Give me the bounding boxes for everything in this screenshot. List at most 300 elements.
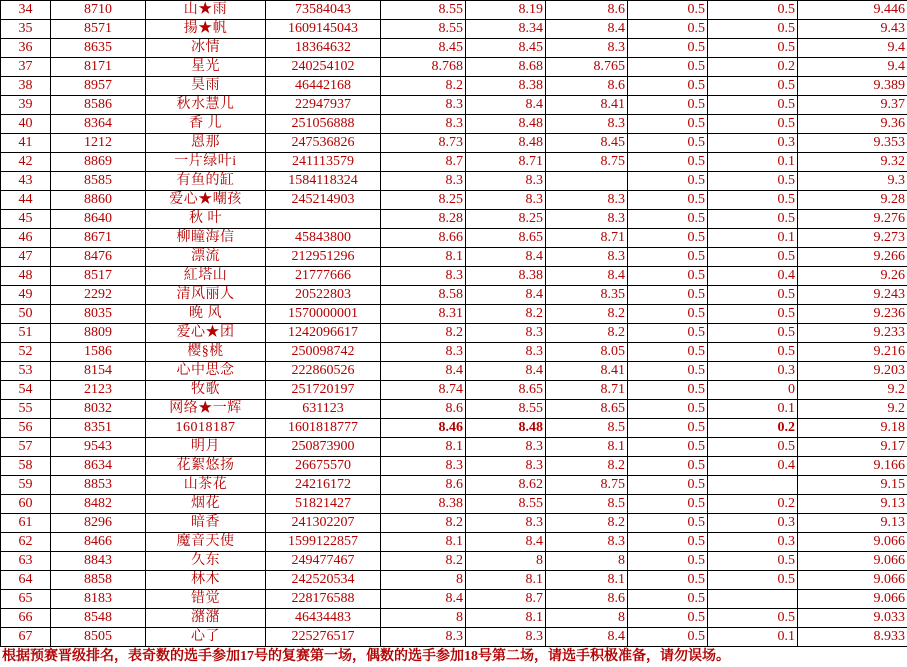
cell-rank: 59 [1, 476, 51, 495]
cell-rank: 42 [1, 153, 51, 172]
cell-score-1: 8.6 [381, 400, 466, 419]
cell-score-1: 8.3 [381, 115, 466, 134]
cell-total: 9.266 [798, 248, 907, 267]
cell-bonus-1: 0.5 [628, 39, 708, 58]
cell-total: 9.32 [798, 153, 907, 172]
cell-phone: 46442168 [266, 77, 381, 96]
cell-score-2: 8.3 [466, 628, 546, 647]
cell-score-3: 8 [546, 609, 628, 628]
cell-total: 9.3 [798, 172, 907, 191]
cell-id: 8635 [51, 39, 146, 58]
table-row [1, 191, 907, 210]
cell-name: 爱心★团 [146, 324, 266, 343]
cell-score-1: 8.28 [381, 210, 466, 229]
footer-note: 根据预赛晋级排名，表奇数的选手参加17号的复赛第一场，偶数的选手参加18号第二场，请选手积极准备，请勿误场。 [2, 649, 730, 664]
cell-score-2: 8.62 [466, 476, 546, 495]
cell-score-2: 8.25 [466, 210, 546, 229]
cell-name: 心中思念 [146, 362, 266, 381]
cell-total: 8.933 [798, 628, 907, 647]
cell-rank: 52 [1, 343, 51, 362]
cell-bonus-1: 0.5 [628, 1, 708, 20]
cell-score-3: 8.41 [546, 362, 628, 381]
cell-score-3: 8.41 [546, 96, 628, 115]
cell-bonus-1: 0.5 [628, 609, 708, 628]
cell-score-1: 8.3 [381, 457, 466, 476]
cell-score-3: 8.4 [546, 267, 628, 286]
cell-score-1: 8 [381, 571, 466, 590]
cell-name: 揚★帆 [146, 20, 266, 39]
table-row [1, 343, 907, 362]
cell-phone: 228176588 [266, 590, 381, 609]
cell-rank: 57 [1, 438, 51, 457]
cell-name: 16018187 [146, 419, 266, 438]
cell-bonus-2: 0.5 [708, 77, 798, 96]
cell-bonus-1: 0.5 [628, 191, 708, 210]
cell-rank: 54 [1, 381, 51, 400]
cell-score-3: 8.6 [546, 77, 628, 96]
cell-score-2: 8.7 [466, 590, 546, 609]
cell-score-2: 8.2 [466, 305, 546, 324]
cell-score-2: 8.3 [466, 457, 546, 476]
cell-score-2: 8.48 [466, 134, 546, 153]
cell-score-3: 8.5 [546, 419, 628, 438]
cell-phone: 18364632 [266, 39, 381, 58]
cell-bonus-1: 0.5 [628, 324, 708, 343]
cell-phone: 1609145043 [266, 20, 381, 39]
cell-total: 9.066 [798, 571, 907, 590]
cell-phone: 240254102 [266, 58, 381, 77]
cell-score-3: 8.5 [546, 495, 628, 514]
cell-score-1: 8.3 [381, 96, 466, 115]
cell-phone [266, 210, 381, 229]
cell-bonus-1: 0.5 [628, 571, 708, 590]
cell-score-2: 8.19 [466, 1, 546, 20]
cell-bonus-1: 0.5 [628, 400, 708, 419]
cell-bonus-2: 0.2 [708, 419, 798, 438]
cell-score-3: 8.765 [546, 58, 628, 77]
cell-total: 9.446 [798, 1, 907, 20]
cell-bonus-2: 0.5 [708, 96, 798, 115]
table-row [1, 419, 907, 438]
cell-bonus-2: 0.5 [708, 286, 798, 305]
cell-score-3: 8.45 [546, 134, 628, 153]
cell-score-2: 8.4 [466, 286, 546, 305]
cell-rank: 35 [1, 20, 51, 39]
cell-id: 8860 [51, 191, 146, 210]
cell-bonus-2: 0.5 [708, 343, 798, 362]
cell-bonus-1: 0.5 [628, 343, 708, 362]
cell-score-2: 8.48 [466, 419, 546, 438]
cell-bonus-1: 0.5 [628, 381, 708, 400]
cell-bonus-2: 0.5 [708, 248, 798, 267]
cell-score-1: 8.1 [381, 438, 466, 457]
cell-id: 8154 [51, 362, 146, 381]
cell-score-1: 8.3 [381, 172, 466, 191]
cell-score-1: 8.46 [381, 419, 466, 438]
cell-bonus-1: 0.5 [628, 419, 708, 438]
cell-phone: 212951296 [266, 248, 381, 267]
cell-score-1: 8.6 [381, 476, 466, 495]
cell-bonus-1: 0.5 [628, 248, 708, 267]
cell-name: 山★雨 [146, 1, 266, 20]
cell-score-1: 8.3 [381, 628, 466, 647]
cell-total: 9.389 [798, 77, 907, 96]
cell-bonus-2: 0.5 [708, 115, 798, 134]
cell-total: 9.236 [798, 305, 907, 324]
table-body [1, 1, 907, 647]
cell-total: 9.43 [798, 20, 907, 39]
cell-id: 8671 [51, 229, 146, 248]
cell-rank: 65 [1, 590, 51, 609]
cell-score-2: 8.48 [466, 115, 546, 134]
cell-score-3: 8.1 [546, 571, 628, 590]
cell-bonus-2: 0.5 [708, 191, 798, 210]
cell-phone: 26675570 [266, 457, 381, 476]
cell-id: 8571 [51, 20, 146, 39]
cell-bonus-1: 0.5 [628, 172, 708, 191]
cell-score-2: 8.4 [466, 533, 546, 552]
cell-score-2: 8.38 [466, 77, 546, 96]
cell-id: 1212 [51, 134, 146, 153]
cell-bonus-2: 0.1 [708, 628, 798, 647]
cell-rank: 66 [1, 609, 51, 628]
cell-id: 8364 [51, 115, 146, 134]
cell-score-1: 8.1 [381, 533, 466, 552]
cell-total: 9.066 [798, 590, 907, 609]
cell-bonus-2: 0.5 [708, 172, 798, 191]
cell-score-1: 8.3 [381, 343, 466, 362]
cell-score-2: 8.45 [466, 39, 546, 58]
cell-rank: 61 [1, 514, 51, 533]
table-row [1, 590, 907, 609]
cell-id: 8171 [51, 58, 146, 77]
cell-bonus-2: 0.1 [708, 153, 798, 172]
cell-phone: 247536826 [266, 134, 381, 153]
cell-name: 紅塔山 [146, 267, 266, 286]
table-row [1, 400, 907, 419]
cell-rank: 37 [1, 58, 51, 77]
cell-name: 林木 [146, 571, 266, 590]
cell-score-1: 8.58 [381, 286, 466, 305]
cell-id: 8586 [51, 96, 146, 115]
cell-rank: 64 [1, 571, 51, 590]
cell-score-1: 8.768 [381, 58, 466, 77]
cell-score-3: 8.3 [546, 191, 628, 210]
cell-score-3: 8.2 [546, 305, 628, 324]
table-row [1, 533, 907, 552]
cell-phone: 251720197 [266, 381, 381, 400]
cell-name: 花絮悠扬 [146, 457, 266, 476]
cell-total: 9.4 [798, 39, 907, 58]
cell-total: 9.18 [798, 419, 907, 438]
cell-phone: 1242096617 [266, 324, 381, 343]
table-row [1, 305, 907, 324]
cell-total: 9.276 [798, 210, 907, 229]
cell-score-3: 8.3 [546, 210, 628, 229]
cell-total: 9.066 [798, 533, 907, 552]
cell-score-1: 8.2 [381, 552, 466, 571]
table-row [1, 96, 907, 115]
cell-bonus-2: 0.5 [708, 609, 798, 628]
cell-total: 9.28 [798, 191, 907, 210]
cell-score-3 [546, 172, 628, 191]
cell-score-2: 8.71 [466, 153, 546, 172]
cell-phone: 249477467 [266, 552, 381, 571]
cell-score-3: 8.2 [546, 457, 628, 476]
cell-score-1: 8.74 [381, 381, 466, 400]
cell-score-3: 8.3 [546, 39, 628, 58]
cell-bonus-1: 0.5 [628, 210, 708, 229]
cell-phone: 1599122857 [266, 533, 381, 552]
cell-phone: 251056888 [266, 115, 381, 134]
cell-id: 8466 [51, 533, 146, 552]
cell-name: 柳瞳海信 [146, 229, 266, 248]
cell-total: 9.166 [798, 457, 907, 476]
cell-id: 8843 [51, 552, 146, 571]
cell-phone: 631123 [266, 400, 381, 419]
cell-score-3: 8.35 [546, 286, 628, 305]
cell-phone: 24216172 [266, 476, 381, 495]
cell-bonus-1: 0.5 [628, 115, 708, 134]
cell-score-1: 8.73 [381, 134, 466, 153]
table-row [1, 324, 907, 343]
cell-bonus-1: 0.5 [628, 476, 708, 495]
cell-name: 魔音天使 [146, 533, 266, 552]
cell-phone: 242520534 [266, 571, 381, 590]
cell-id: 8957 [51, 77, 146, 96]
cell-id: 8476 [51, 248, 146, 267]
cell-score-2: 8.3 [466, 324, 546, 343]
cell-rank: 60 [1, 495, 51, 514]
cell-id: 8585 [51, 172, 146, 191]
cell-bonus-2: 0.4 [708, 267, 798, 286]
cell-bonus-1: 0.5 [628, 533, 708, 552]
table-row [1, 381, 907, 400]
cell-bonus-2: 0.5 [708, 39, 798, 58]
cell-rank: 40 [1, 115, 51, 134]
cell-rank: 41 [1, 134, 51, 153]
cell-rank: 45 [1, 210, 51, 229]
cell-bonus-1: 0.5 [628, 552, 708, 571]
cell-score-3: 8.4 [546, 20, 628, 39]
cell-phone: 1570000001 [266, 305, 381, 324]
cell-score-3: 8.3 [546, 533, 628, 552]
table-row [1, 438, 907, 457]
cell-rank: 36 [1, 39, 51, 58]
cell-bonus-2: 0.2 [708, 58, 798, 77]
cell-rank: 43 [1, 172, 51, 191]
cell-name: 一片绿叶i [146, 153, 266, 172]
cell-total: 9.216 [798, 343, 907, 362]
cell-score-3: 8.05 [546, 343, 628, 362]
cell-rank: 63 [1, 552, 51, 571]
cell-total: 9.233 [798, 324, 907, 343]
table-row [1, 609, 907, 628]
cell-id: 8853 [51, 476, 146, 495]
cell-bonus-1: 0.5 [628, 495, 708, 514]
cell-name: 烟花 [146, 495, 266, 514]
cell-name: 秋水慧儿 [146, 96, 266, 115]
cell-name: 清风丽人 [146, 286, 266, 305]
cell-rank: 53 [1, 362, 51, 381]
cell-rank: 48 [1, 267, 51, 286]
cell-score-1: 8.4 [381, 362, 466, 381]
cell-score-1: 8.25 [381, 191, 466, 210]
cell-total: 9.066 [798, 552, 907, 571]
cell-score-2: 8.55 [466, 495, 546, 514]
cell-name: 潴潴 [146, 609, 266, 628]
cell-phone: 222860526 [266, 362, 381, 381]
cell-bonus-2: 0.2 [708, 495, 798, 514]
cell-score-3: 8.75 [546, 476, 628, 495]
cell-bonus-1: 0.5 [628, 77, 708, 96]
cell-phone: 250098742 [266, 343, 381, 362]
cell-name: 山茶花 [146, 476, 266, 495]
table-row [1, 286, 907, 305]
cell-score-1: 8.7 [381, 153, 466, 172]
table-row [1, 552, 907, 571]
cell-score-2: 8.3 [466, 438, 546, 457]
cell-bonus-2: 0.3 [708, 134, 798, 153]
cell-bonus-1: 0.5 [628, 134, 708, 153]
cell-bonus-1: 0.5 [628, 438, 708, 457]
cell-score-1: 8 [381, 609, 466, 628]
cell-id: 8640 [51, 210, 146, 229]
cell-score-3: 8.6 [546, 590, 628, 609]
cell-id: 2292 [51, 286, 146, 305]
cell-name: 久东 [146, 552, 266, 571]
cell-bonus-1: 0.5 [628, 96, 708, 115]
cell-phone: 1601818777 [266, 419, 381, 438]
table-row [1, 571, 907, 590]
cell-bonus-2: 0.3 [708, 514, 798, 533]
table-row [1, 457, 907, 476]
table-row [1, 115, 907, 134]
cell-score-3: 8 [546, 552, 628, 571]
table-row [1, 362, 907, 381]
cell-bonus-1: 0.5 [628, 628, 708, 647]
cell-total: 9.13 [798, 514, 907, 533]
cell-score-3: 8.3 [546, 115, 628, 134]
cell-total: 9.26 [798, 267, 907, 286]
cell-id: 2123 [51, 381, 146, 400]
cell-phone: 20522803 [266, 286, 381, 305]
cell-score-2: 8.3 [466, 343, 546, 362]
cell-rank: 34 [1, 1, 51, 20]
cell-rank: 47 [1, 248, 51, 267]
cell-score-1: 8.4 [381, 590, 466, 609]
table-row [1, 248, 907, 267]
cell-rank: 55 [1, 400, 51, 419]
cell-score-3: 8.1 [546, 438, 628, 457]
cell-phone: 1584118324 [266, 172, 381, 191]
cell-name: 有鱼的缸 [146, 172, 266, 191]
cell-total: 9.033 [798, 609, 907, 628]
cell-id: 8032 [51, 400, 146, 419]
table-row [1, 58, 907, 77]
cell-score-1: 8.55 [381, 20, 466, 39]
table-row [1, 172, 907, 191]
cell-phone: 241302207 [266, 514, 381, 533]
cell-bonus-2: 0.5 [708, 552, 798, 571]
cell-bonus-2 [708, 590, 798, 609]
cell-rank: 39 [1, 96, 51, 115]
cell-rank: 44 [1, 191, 51, 210]
cell-name: 心了 [146, 628, 266, 647]
cell-bonus-2: 0.1 [708, 400, 798, 419]
cell-score-2: 8.4 [466, 96, 546, 115]
cell-score-3: 8.75 [546, 153, 628, 172]
cell-bonus-1: 0.5 [628, 20, 708, 39]
cell-name: 昊雨 [146, 77, 266, 96]
cell-bonus-1: 0.5 [628, 229, 708, 248]
cell-score-1: 8.38 [381, 495, 466, 514]
cell-id: 8296 [51, 514, 146, 533]
cell-bonus-1: 0.5 [628, 514, 708, 533]
cell-id: 8183 [51, 590, 146, 609]
cell-phone: 245214903 [266, 191, 381, 210]
cell-name: 错觉 [146, 590, 266, 609]
cell-id: 8548 [51, 609, 146, 628]
cell-name: 暗香 [146, 514, 266, 533]
cell-name: 秋 叶 [146, 210, 266, 229]
table-row [1, 267, 907, 286]
cell-score-3: 8.71 [546, 229, 628, 248]
cell-score-1: 8.2 [381, 324, 466, 343]
cell-score-1: 8.3 [381, 267, 466, 286]
table-row [1, 39, 907, 58]
cell-bonus-1: 0.5 [628, 286, 708, 305]
cell-score-2: 8.38 [466, 267, 546, 286]
cell-bonus-1: 0.5 [628, 362, 708, 381]
cell-score-1: 8.2 [381, 77, 466, 96]
cell-score-2: 8.65 [466, 229, 546, 248]
table-row [1, 134, 907, 153]
table-row [1, 1, 907, 20]
cell-score-3: 8.2 [546, 324, 628, 343]
cell-total: 9.203 [798, 362, 907, 381]
cell-id: 9543 [51, 438, 146, 457]
cell-score-3: 8.71 [546, 381, 628, 400]
cell-name: 星光 [146, 58, 266, 77]
table-row [1, 210, 907, 229]
cell-bonus-1: 0.5 [628, 305, 708, 324]
cell-phone: 51821427 [266, 495, 381, 514]
cell-id: 1586 [51, 343, 146, 362]
cell-rank: 38 [1, 77, 51, 96]
cell-rank: 49 [1, 286, 51, 305]
cell-score-2: 8 [466, 552, 546, 571]
cell-bonus-1: 0.5 [628, 457, 708, 476]
cell-total: 9.2 [798, 381, 907, 400]
cell-id: 8035 [51, 305, 146, 324]
cell-phone: 250873900 [266, 438, 381, 457]
cell-rank: 50 [1, 305, 51, 324]
cell-id: 8634 [51, 457, 146, 476]
cell-phone: 46434483 [266, 609, 381, 628]
cell-id: 8351 [51, 419, 146, 438]
cell-id: 8869 [51, 153, 146, 172]
cell-score-2: 8.65 [466, 381, 546, 400]
table-row [1, 153, 907, 172]
cell-total: 9.17 [798, 438, 907, 457]
cell-score-2: 8.3 [466, 191, 546, 210]
cell-score-3: 8.4 [546, 628, 628, 647]
cell-total: 9.37 [798, 96, 907, 115]
cell-bonus-2: 0.5 [708, 210, 798, 229]
cell-name: 冰情 [146, 39, 266, 58]
cell-bonus-2: 0.5 [708, 305, 798, 324]
